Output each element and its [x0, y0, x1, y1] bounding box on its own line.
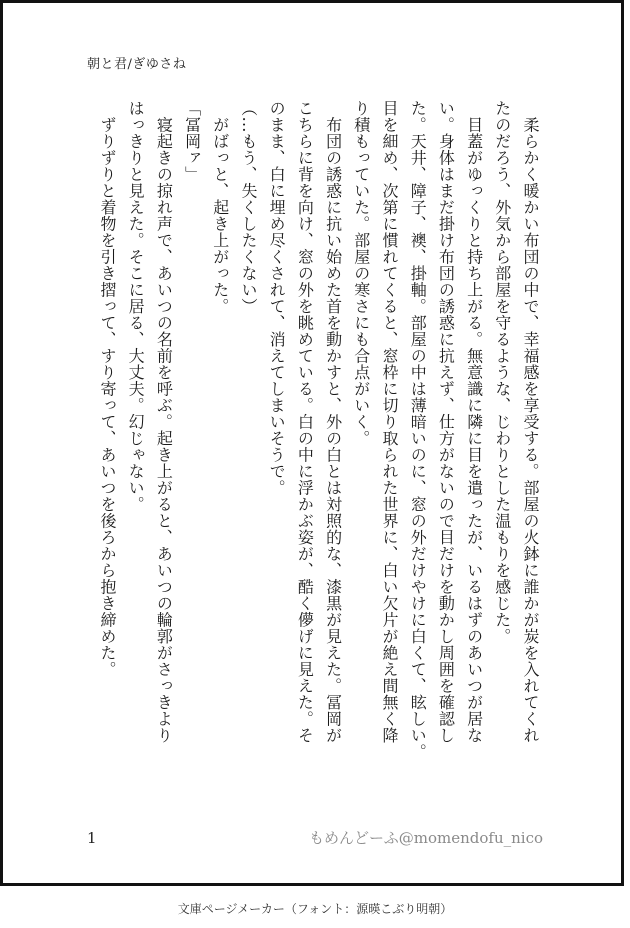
vertical-body-text	[93, 100, 544, 760]
text-line: 布団の誘惑に抗い始めた首を動かすと、外の白とは対照的な、漆黒が見えた。冨岡が	[323, 100, 343, 744]
text-line: のまま、白に埋め尽くされて、消えてしまいそうで。	[267, 100, 287, 496]
text-line: 柔らかく暖かい布団の中で、幸福感を享受する。部屋の火鉢に誰かが炭を入れてくれ	[521, 100, 540, 744]
text-line: 寝起きの掠れ声で、あいつの名前を呼ぶ。起き上がると、あいつの輪郭がさっきより	[154, 100, 174, 744]
text-line: 目蓋がゆっくりと持ち上がる。無意識に隣に目を遣ったが、いるはずのあいつが居な	[464, 100, 484, 744]
text-line: はっきりと見えた。そこに居る、大丈夫。幻じゃない。	[126, 100, 146, 513]
running-title: 朝と君/ぎゆさね	[87, 57, 187, 72]
text-line: い。身体はまだ掛け布団の誘惑に抗えず、仕方がないので目だけを動かし周囲を確認し	[436, 100, 456, 744]
generator-caption: 文庫ページメーカー（フォント：源暎こぶり明朝）	[177, 902, 453, 916]
text-line: がばっと、起き上がった。	[210, 100, 230, 315]
text-line: た。天井、障子、襖、掛軸。部屋の中は薄暗いのに、窓の外だけやけに白くて、眩しい。	[408, 100, 428, 760]
author-credit: もめんどーふ@momendofu_nico	[309, 829, 543, 847]
text-line: り積もっていた。部屋の寒さにも合点がいく。	[351, 100, 371, 447]
text-line: 「冨岡ァ」	[182, 100, 202, 183]
text-line: こちらに背を向け、窓の外を眺めている。白の中に浮かぶ姿が、酷く儚げに見えた。そ	[295, 100, 315, 744]
page-number: 1	[87, 829, 97, 847]
text-line: ずりずりと着物を引き摺って、すり寄って、あいつを後ろから抱き締めた。	[97, 100, 117, 678]
text-line: （…もう、失くしたくない）	[238, 100, 258, 315]
text-line: 目を細め、次第に慣れてくると、窓枠に切り取られた世界に、白い欠片が絶え間無く降	[379, 100, 399, 744]
text-line: たのだろう、外気から部屋を守るような、じわりとした温もりを感じた。	[492, 100, 512, 645]
